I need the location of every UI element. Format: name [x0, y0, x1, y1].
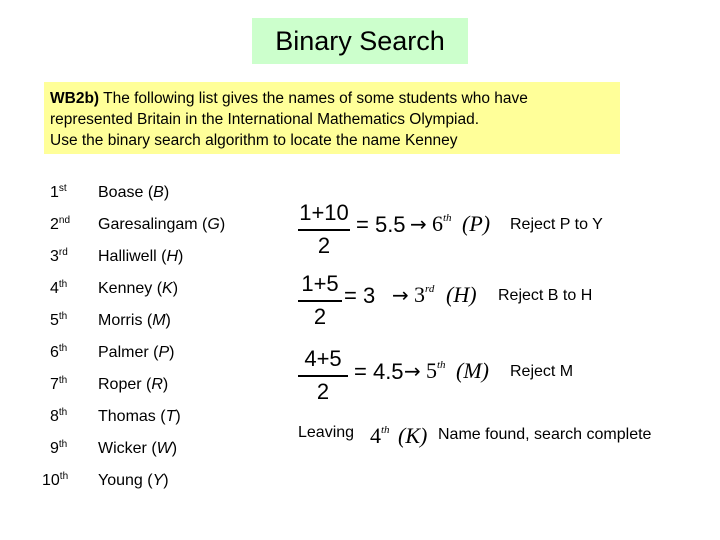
- step-1-fraction: [298, 200, 350, 259]
- right-arrow-icon: →: [410, 212, 427, 236]
- question-tag: WB2b): [50, 90, 100, 107]
- rank-suffix: rd: [58, 247, 68, 258]
- rank-suffix: th: [58, 375, 68, 386]
- rank-number: 7: [50, 376, 59, 393]
- step-3-numerator: 4+5: [304, 346, 342, 371]
- rank-number: 8: [50, 408, 59, 425]
- rank-suffix: th: [58, 439, 68, 450]
- step-3-letter: (M): [456, 358, 489, 383]
- rank-suffix: th: [58, 311, 68, 322]
- right-arrow-icon: →: [404, 359, 421, 383]
- student-name: Garesalingam: [98, 216, 198, 233]
- list-item: 10th Young (Y): [42, 467, 169, 487]
- student-rank: [50, 211, 98, 235]
- list-item: 9th Wicker (W): [50, 435, 177, 455]
- step-2-suffix: rd: [425, 283, 435, 295]
- student-initial: K: [162, 280, 173, 297]
- student-name: Morris: [98, 312, 143, 329]
- question-line-1: [50, 88, 620, 109]
- question-box: [44, 82, 620, 154]
- fraction-bar: [298, 300, 342, 302]
- step-1-result: Reject P to Y: [510, 216, 603, 233]
- final-position: [370, 423, 390, 449]
- question-line-3: Use the binary search algorithm to locate the name Kenney: [50, 132, 458, 149]
- right-arrow-icon: →: [392, 283, 409, 307]
- student-name: Wicker: [98, 440, 147, 457]
- step-1-equals: = 5.5: [356, 212, 406, 237]
- final-pos: 4: [370, 423, 381, 448]
- rank-number: 1: [50, 184, 59, 201]
- step-1-suffix: th: [443, 212, 452, 224]
- leaving-label: Leaving: [298, 424, 355, 441]
- step-3-equals: = 4.5: [354, 359, 404, 384]
- final-letter: (K): [398, 423, 428, 448]
- step-2-result: Reject B to H: [498, 287, 593, 304]
- student-initial: G: [207, 216, 220, 233]
- question-line-2: represented Britain in the International Mathematics Olympiad.: [50, 111, 480, 128]
- step-2-fraction: [298, 271, 342, 330]
- rank-suffix: st: [58, 183, 67, 194]
- question-text-1: The following list gives the names of some students who have: [103, 90, 528, 107]
- step-3-pos: 5: [426, 358, 437, 383]
- student-initial: T: [165, 408, 176, 425]
- student-rank: [50, 371, 98, 395]
- rank-suffix: th: [58, 279, 68, 290]
- student-initial: P: [158, 344, 170, 361]
- step-2-pos: 3: [414, 282, 425, 307]
- rank-suffix: nd: [58, 215, 71, 226]
- rank-number: 3: [50, 248, 59, 265]
- step-1-position: [432, 211, 452, 237]
- step-3-fraction: [298, 346, 348, 405]
- step-2-denominator: 2: [313, 303, 327, 329]
- step-2-numerator: 1+5: [301, 271, 339, 296]
- list-item: 5th Morris (M): [50, 307, 171, 327]
- list-item: 3rd Halliwell (H): [50, 243, 183, 263]
- list-item: 7th Roper (R): [50, 371, 168, 391]
- step-1-denominator: 2: [317, 232, 331, 258]
- final-result: Name found, search complete: [438, 426, 652, 443]
- rank-number: 6: [50, 344, 59, 361]
- student-name: Kenney: [98, 280, 153, 297]
- student-initial: Y: [152, 472, 164, 489]
- step-1-numerator: 1+10: [299, 200, 349, 225]
- final-suffix: th: [381, 424, 390, 436]
- student-rank: [50, 403, 98, 427]
- rank-suffix: th: [59, 471, 69, 482]
- step-2-letter: (H): [446, 282, 477, 307]
- student-rank: [50, 307, 98, 331]
- rank-number: 9: [50, 440, 59, 457]
- step-2-position: [414, 282, 434, 308]
- student-rank: [50, 435, 98, 459]
- step-1-pos: 6: [432, 211, 443, 236]
- student-rank: [42, 467, 98, 491]
- student-name: Roper: [98, 376, 142, 393]
- rank-suffix: th: [58, 407, 68, 418]
- student-rank: [50, 339, 98, 363]
- student-name: Boase: [98, 184, 144, 201]
- list-item: 1st Boase (B): [50, 179, 169, 199]
- list-item: 2nd Garesalingam (G): [50, 211, 225, 231]
- step-3-suffix: th: [437, 359, 446, 371]
- list-item: 4th Kenney (K): [50, 275, 178, 295]
- fraction-bar: [298, 375, 348, 377]
- student-initial: W: [156, 440, 172, 457]
- list-item: 8th Thomas (T): [50, 403, 181, 423]
- rank-number: 5: [50, 312, 59, 329]
- student-name: Halliwell: [98, 248, 157, 265]
- step-2-equals: = 3: [344, 283, 376, 308]
- page-title: Binary Search: [252, 18, 468, 64]
- step-3-position: [426, 358, 446, 384]
- student-initial: R: [151, 376, 163, 393]
- fraction-bar: [298, 229, 350, 231]
- student-rank: [50, 243, 98, 267]
- student-initial: H: [166, 248, 179, 265]
- rank-number: 2: [50, 216, 59, 233]
- step-1-letter: (P): [462, 211, 491, 236]
- student-initial: B: [153, 184, 164, 201]
- student-name: Thomas: [98, 408, 156, 425]
- student-name: Young: [98, 472, 143, 489]
- step-3-result: Reject M: [510, 363, 574, 380]
- student-name: Palmer: [98, 344, 149, 361]
- list-item: 6th Palmer (P): [50, 339, 174, 359]
- rank-number: 4: [50, 280, 59, 297]
- rank-suffix: th: [58, 343, 68, 354]
- rank-number: 10: [42, 472, 60, 489]
- student-rank: [50, 275, 98, 299]
- student-initial: M: [152, 312, 166, 329]
- student-rank: [50, 179, 98, 203]
- step-3-denominator: 2: [316, 378, 330, 404]
